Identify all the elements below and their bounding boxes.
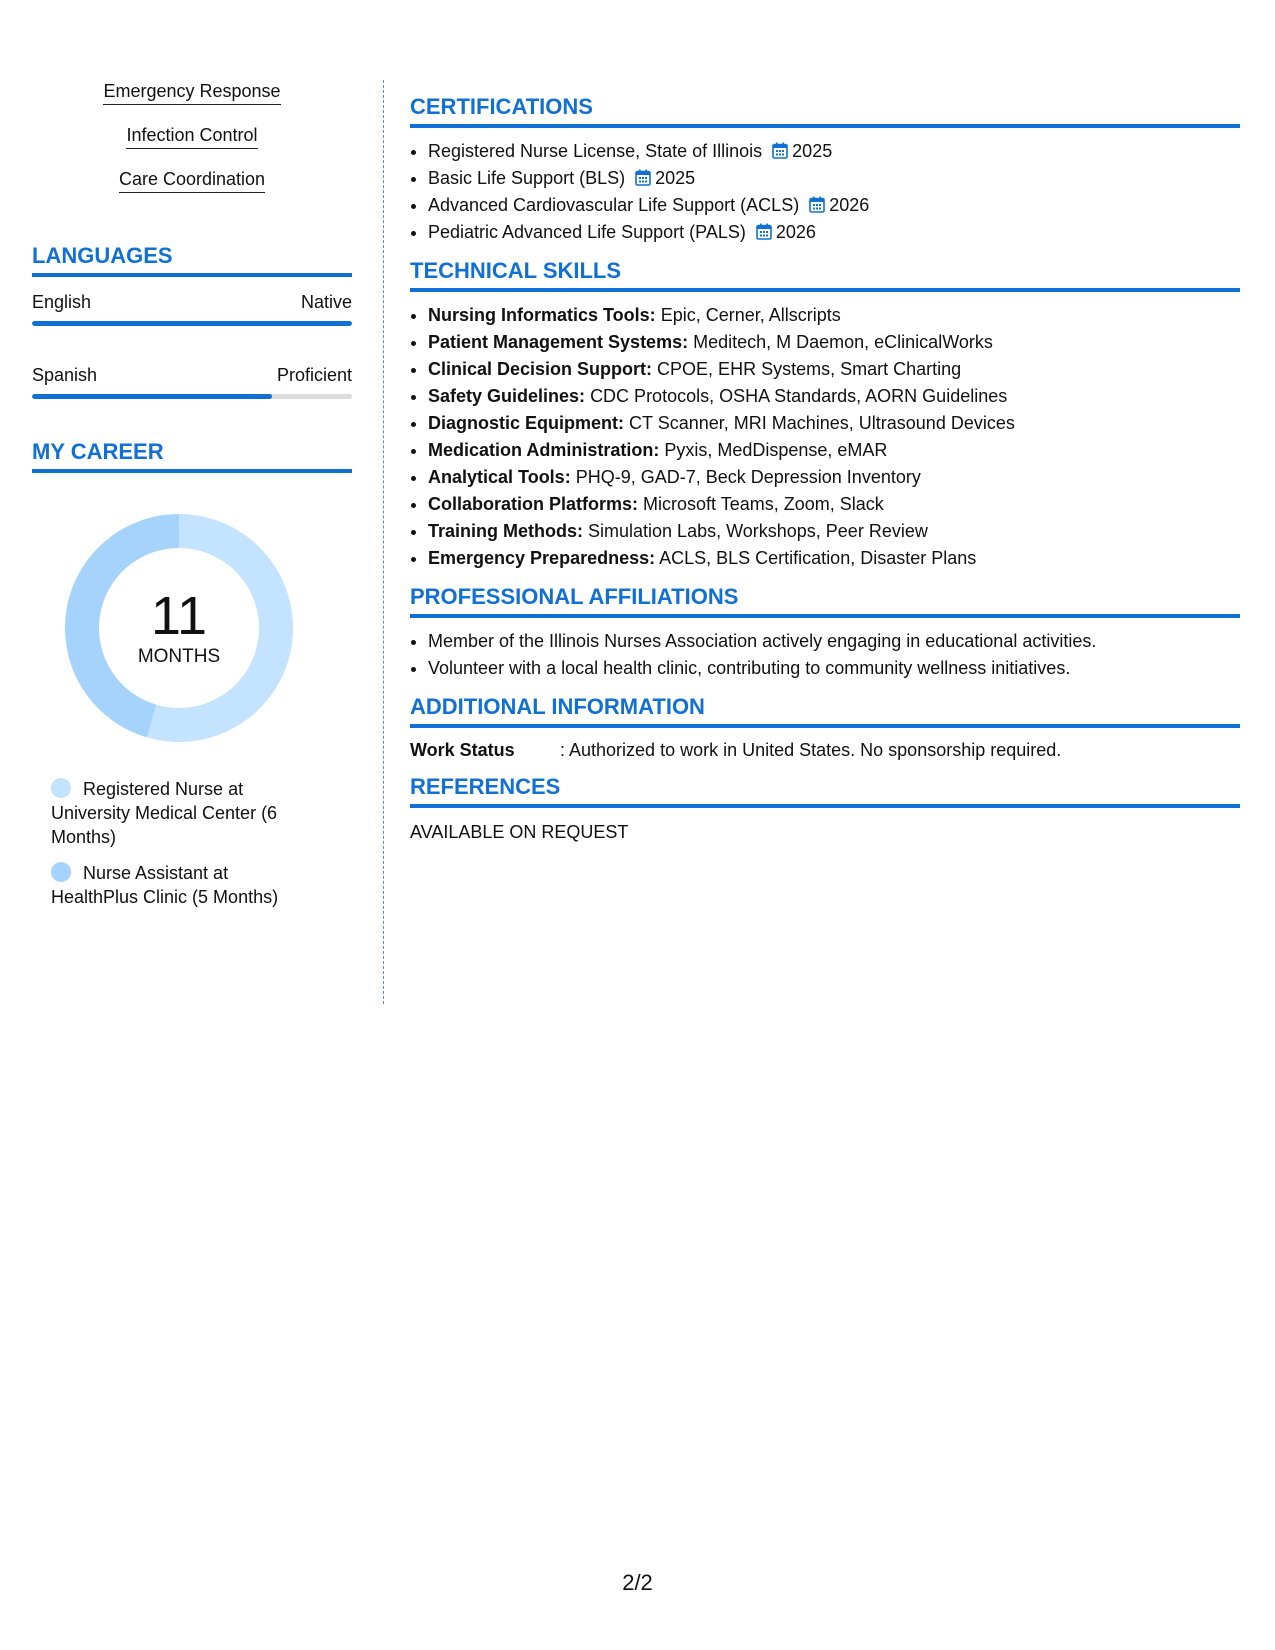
legend-dot-icon [51,778,71,798]
left-column [32,80,352,921]
certification-year: 2025 [792,141,833,161]
skill-value: Microsoft Teams, Zoom, Slack [643,494,884,514]
work-status-label: Work Status [410,740,515,760]
certification-item [428,219,1240,246]
language-name: English [32,292,92,312]
calendar-icon [756,223,772,240]
calendar-icon [635,169,651,186]
skill-label: Collaboration Platforms: [428,494,639,514]
certifications-title: CERTIFICATIONS [410,94,1240,128]
skill-tags [32,80,352,212]
certification-item [428,138,1240,165]
career-donut [64,513,294,743]
certification-name: Basic Life Support (BLS) [428,168,626,188]
technical-skills-list [410,302,1240,572]
certifications-list [410,138,1240,246]
certification-name: Pediatric Advanced Life Support (PALS) [428,222,746,242]
technical-skill-item [428,518,1240,545]
language-row [32,364,352,386]
affiliation-item: • Volunteer with a local health clinic, contributing to community wellness initiatives. [428,655,1240,682]
career-legend-item [51,861,311,909]
work-status-value: : Authorized to work in United States. No sponsorship required. [560,740,1062,760]
technical-skill-item [428,410,1240,437]
skill-value: Epic, Cerner, Allscripts [660,305,841,325]
technical-skill-item [428,329,1240,356]
skill-tag: Emergency Response [103,80,280,105]
career-legend [51,777,311,909]
career-legend-item [51,777,311,849]
legend-dot-icon [51,862,71,882]
certification-year: 2025 [655,168,696,188]
skill-value: PHQ-9, GAD-7, Beck Depression Inventory [575,467,921,487]
certification-name: Advanced Cardiovascular Life Support (ACLS) [428,195,800,215]
skill-tag: Care Coordination [119,168,265,193]
affiliations-section [410,584,1240,682]
career-legend-label: Registered Nurse at University Medical Center (6 Months) [51,779,278,847]
references-section [410,774,1240,844]
skill-value: ACLS, BLS Certification, Disaster Plans [659,548,977,568]
skill-label: Diagnostic Equipment: [428,413,625,433]
career-title: MY CAREER [32,439,352,473]
skill-label: Analytical Tools: [428,467,571,487]
technical-skill-item [428,437,1240,464]
certifications-section [410,94,1240,246]
technical-skills-title: TECHNICAL SKILLS [410,258,1240,292]
language-level: Native [300,292,352,312]
calendar-icon [809,196,825,213]
skill-label: Clinical Decision Support: [428,359,653,379]
skill-value: CT Scanner, MRI Machines, Ultrasound Devices [629,413,1015,433]
skill-label: Patient Management Systems: [428,332,689,352]
career-total-unit: MONTHS [137,646,221,667]
language-level: Proficient [276,365,352,385]
work-status-row [410,738,1240,762]
languages-title: LANGUAGES [32,243,352,277]
career-legend-label: Nurse Assistant at HealthPlus Clinic (5 Months) [51,863,279,907]
skill-value: Meditech, M Daemon, eClinicalWorks [693,332,993,352]
technical-skills-section [410,258,1240,572]
affiliation-item: • Member of the Illinois Nurses Association actively engaging in educational activities. [428,628,1240,655]
language-bar [32,394,352,399]
career-donut-center [64,513,294,743]
skill-value: Simulation Labs, Workshops, Peer Review [588,521,928,541]
language-bar-fill [32,394,272,399]
calendar-icon [772,142,788,159]
column-divider [383,80,384,1004]
references-text: AVAILABLE ON REQUEST [410,822,629,842]
skill-label: Medication Administration: [428,440,660,460]
certification-year: 2026 [829,195,870,215]
skill-value: CPOE, EHR Systems, Smart Charting [657,359,962,379]
skill-label: Nursing Informatics Tools: [428,305,656,325]
page-number: 2/2 [622,1570,653,1595]
language-row [32,291,352,313]
technical-skill-item [428,464,1240,491]
skill-label: Emergency Preparedness: [428,548,656,568]
technical-skill-item [428,356,1240,383]
certification-name: Registered Nurse License, State of Illinois [428,141,763,161]
language-bar [32,321,352,326]
certification-item [428,192,1240,219]
affiliations-list [410,628,1240,682]
technical-skill-item [428,302,1240,329]
affiliations-title: PROFESSIONAL AFFILIATIONS [410,584,1240,618]
certification-item [428,165,1240,192]
languages-list [32,291,352,399]
language-name: Spanish [32,365,98,385]
skill-value: CDC Protocols, OSHA Standards, AORN Guidelines [590,386,1008,406]
certification-year: 2026 [775,222,816,242]
skill-label: Safety Guidelines: [428,386,586,406]
references-title: REFERENCES [410,774,1240,808]
language-bar-fill [32,321,352,326]
additional-info-title: ADDITIONAL INFORMATION [410,694,1240,728]
skill-label: Training Methods: [428,521,583,541]
skill-tag: Infection Control [126,124,257,149]
technical-skill-item [428,491,1240,518]
additional-info-section [410,694,1240,762]
skill-value: Pyxis, MedDispense, eMAR [664,440,888,460]
technical-skill-item [428,383,1240,410]
technical-skill-item [428,545,1240,572]
career-total-value: 11 [150,586,208,646]
right-column [410,94,1240,856]
